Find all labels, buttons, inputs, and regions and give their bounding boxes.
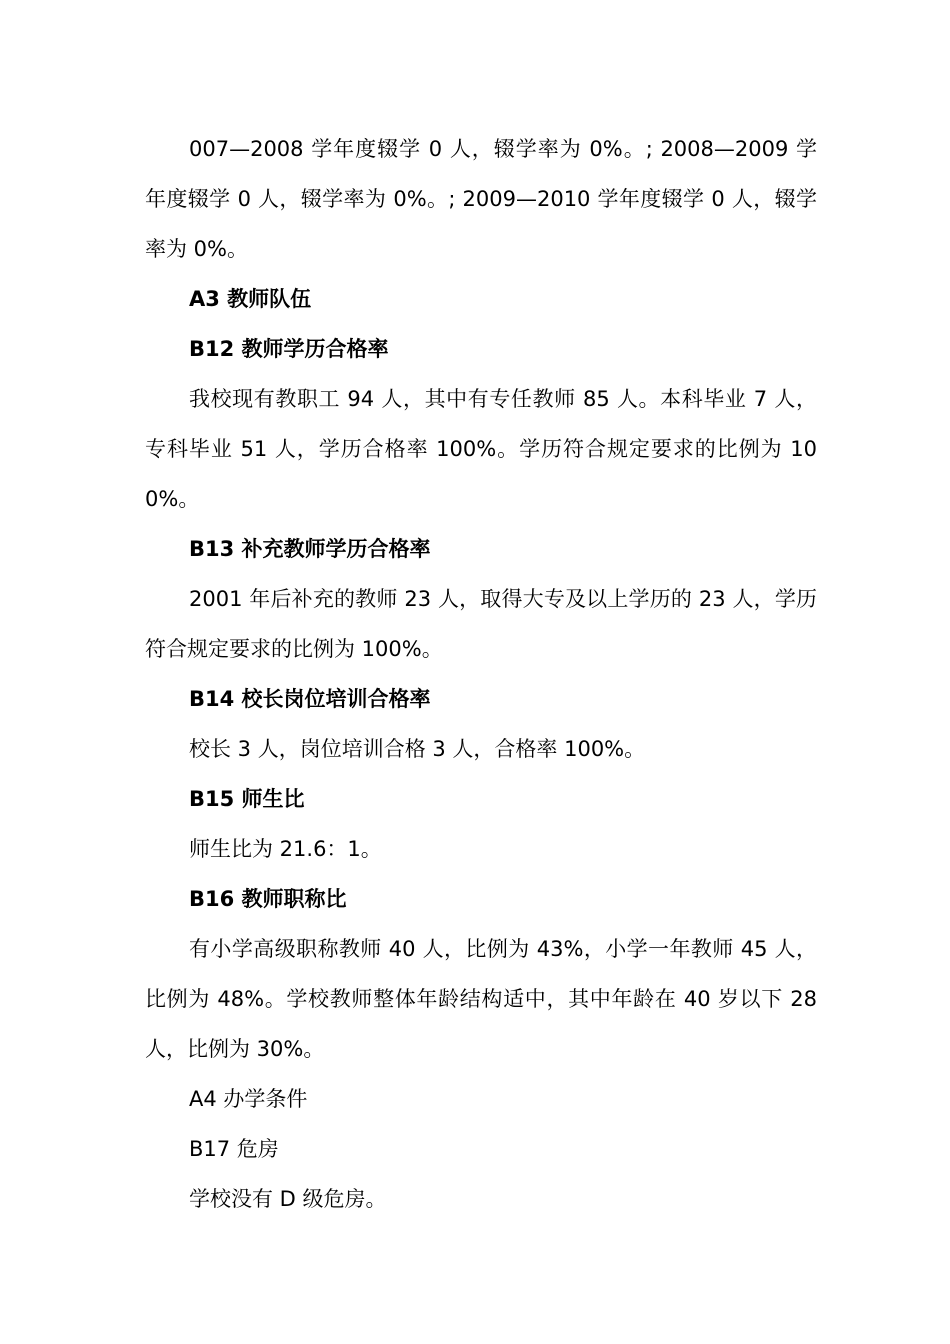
paragraph-b17: 学校没有 D 级危房。 [189,1187,387,1211]
paragraph-b16: 有小学高级职称教师 40 人，比例为 43%，小学一年教师 45 人，比例为 48%。学校教师整体年龄结构适中，其中年龄在 40 岁以下 28 人，比例为 30%。 [145,937,817,1061]
heading-b12: B12 教师学历合格率 [189,337,389,361]
document-page [145,124,817,1224]
heading-b13: B13 补充教师学历合格率 [189,537,431,561]
heading-b15: B15 师生比 [189,787,305,811]
heading-b14: B14 校长岗位培训合格率 [189,687,431,711]
heading-b17: B17 危房 [189,1137,279,1161]
heading-b16: B16 教师职称比 [189,887,347,911]
paragraph-dropout-rates: 007—2008 学年度辍学 0 人，辍学率为 0%。; 2008—2009 学年度辍学 0 人，辍学率为 0%。; 2009—2010 学年度辍学 0 人，辍学率为 0%。 [145,137,817,261]
paragraph-b12: 我校现有教职工 94 人，其中有专任教师 85 人。本科毕业 7 人，专科毕业 51 人，学历合格率 100%。学历符合规定要求的比例为 100%。 [145,387,817,511]
paragraph-b15: 师生比为 21.6：1。 [189,837,382,861]
heading-a3-teacher-team: A3 教师队伍 [189,287,312,311]
heading-a4: A4 办学条件 [189,1087,308,1111]
paragraph-b13: 2001 年后补充的教师 23 人，取得大专及以上学历的 23 人，学历符合规定要求的比例为 100%。 [145,587,817,661]
paragraph-b14: 校长 3 人，岗位培训合格 3 人，合格率 100%。 [189,737,646,761]
